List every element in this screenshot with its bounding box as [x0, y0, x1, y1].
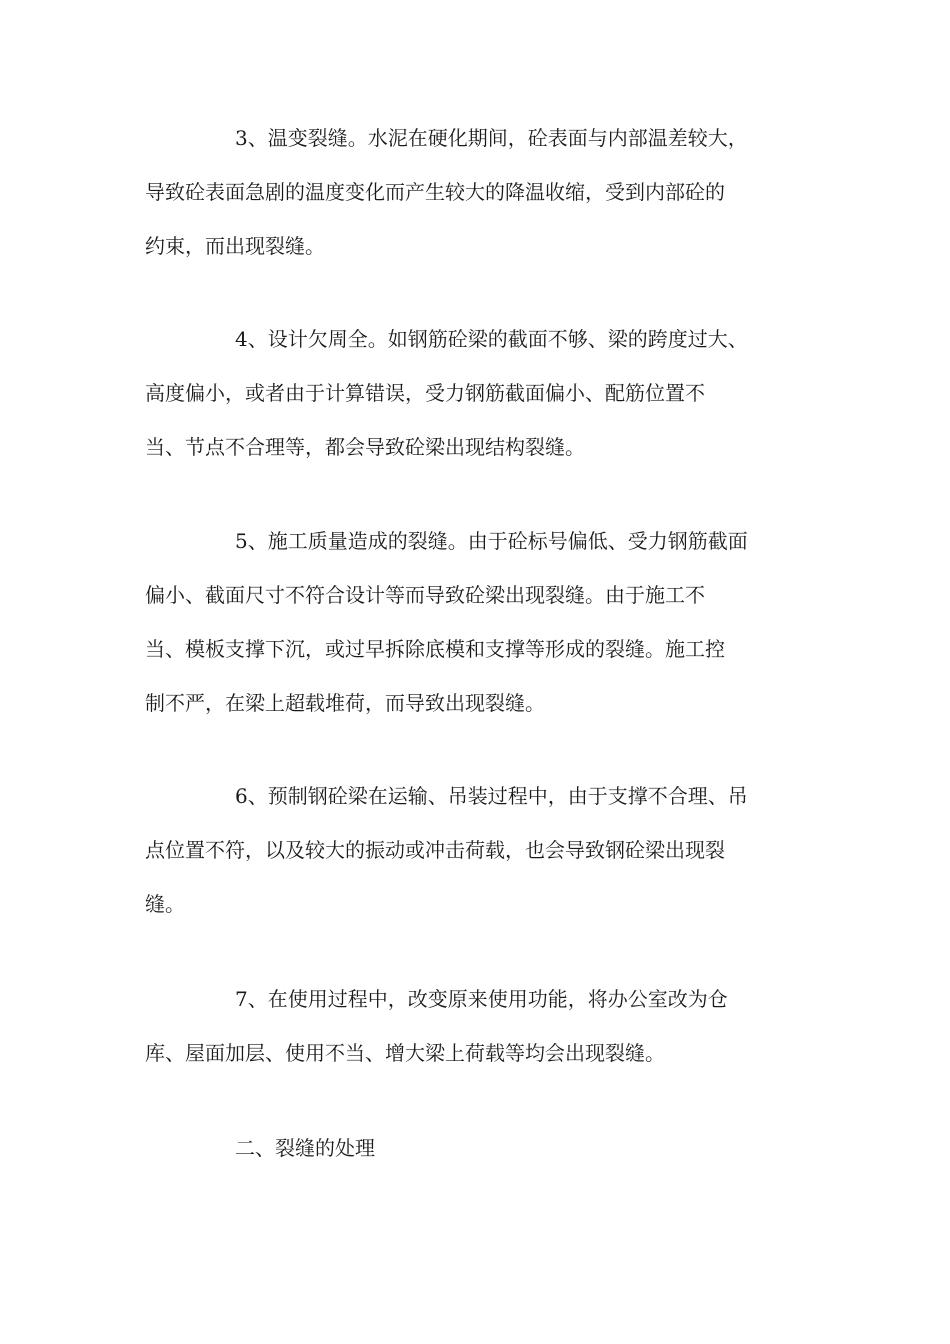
paragraph-line: 当、节点不合理等，都会导致砼梁出现结构裂缝。: [145, 435, 585, 459]
paragraph-line: 7、在使用过程中，改变原来使用功能，将办公室改为仓: [235, 987, 728, 1011]
paragraph-line: 导致砼表面急剧的温度变化而产生较大的降温收缩，受到内部砼的: [145, 180, 725, 204]
paragraph-line: 5、施工质量造成的裂缝。由于砼标号偏低、受力钢筋截面: [235, 529, 748, 553]
paragraph-design-deficiency: [145, 312, 805, 474]
paragraph-line: 约束，而出现裂缝。: [145, 234, 325, 258]
paragraph-line: 4、设计欠周全。如钢筋砼梁的截面不够、梁的跨度过大、: [235, 327, 748, 351]
paragraph-line: 当、模板支撑下沉，或过早拆除底模和支撑等形成的裂缝。施工控: [145, 637, 725, 661]
paragraph-precast-transport: [145, 769, 805, 931]
paragraph-line: 点位置不符，以及较大的振动或冲击荷载，也会导致钢砼梁出现裂: [145, 838, 725, 862]
paragraph-line: 制不严，在梁上超载堆荷，而导致出现裂缝。: [145, 691, 545, 715]
section-heading-text: 二、裂缝的处理: [235, 1136, 375, 1160]
paragraph-line: 偏小、截面尺寸不符合设计等而导致砼梁出现裂缝。由于施工不: [145, 583, 705, 607]
section-heading: [145, 1121, 805, 1175]
paragraph-temperature-cracks: [145, 111, 805, 273]
paragraph-line: 3、温变裂缝。水泥在硬化期间，砼表面与内部温差较大，: [235, 126, 748, 150]
paragraph-usage-change: [145, 972, 805, 1080]
paragraph-line: 6、预制钢砼梁在运输、吊装过程中，由于支撑不合理、吊: [235, 784, 748, 808]
paragraph-line: 缝。: [145, 892, 185, 916]
paragraph-line: 高度偏小，或者由于计算错误，受力钢筋截面偏小、配筋位置不: [145, 381, 705, 405]
paragraph-line: 库、屋面加层、使用不当、增大梁上荷载等均会出现裂缝。: [145, 1041, 665, 1065]
paragraph-construction-quality: [145, 514, 805, 730]
